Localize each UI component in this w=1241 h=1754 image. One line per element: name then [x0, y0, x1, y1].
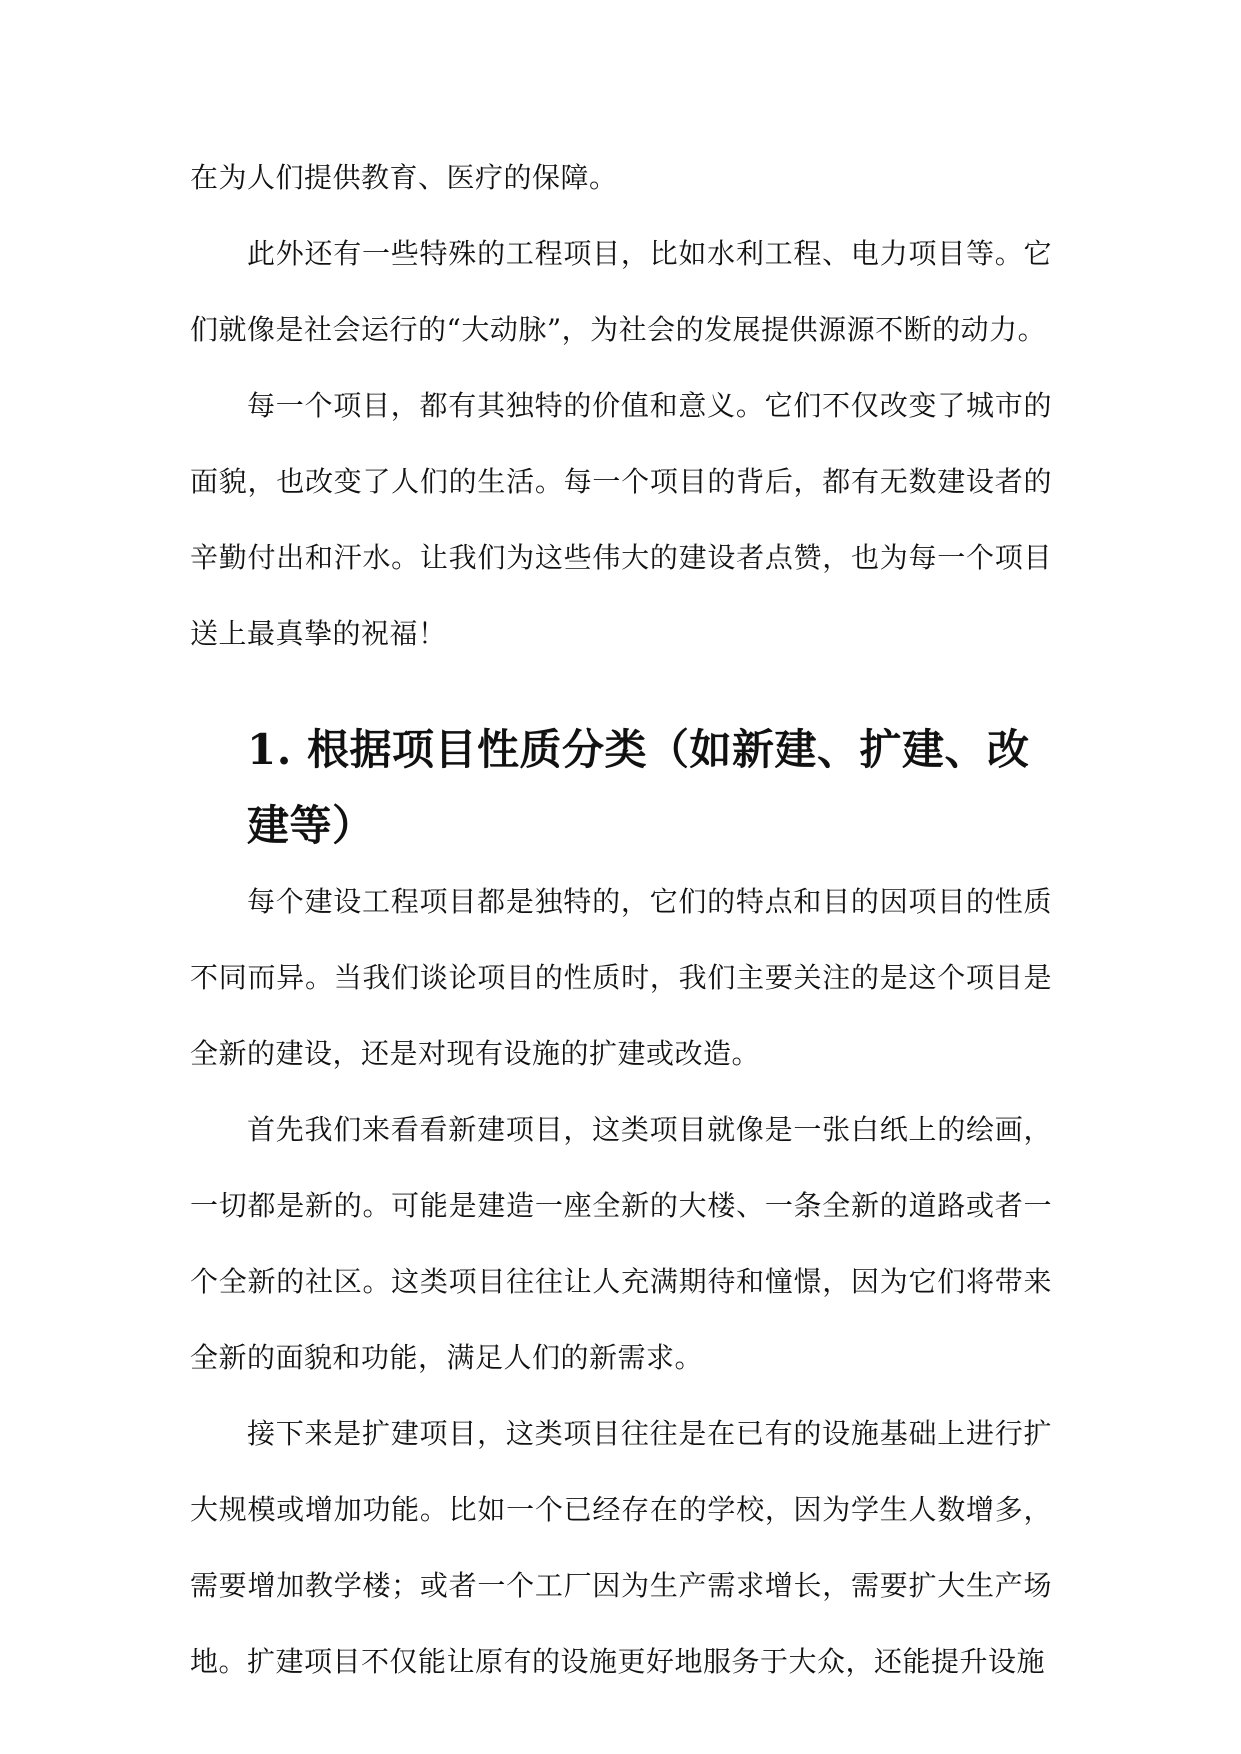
paragraph-project-nature: 每个建设工程项目都是独特的，它们的特点和目的因项目的性质不同而异。当我们谈论项目的性质时，我们主要关注的是这个项目是全新的建设，还是对现有设施的扩建或改造。 [190, 885, 1052, 1070]
paragraph-new-projects: 首先我们来看看新建项目，这类项目就像是一张白纸上的绘画，一切都是新的。可能是建造一座全新的大楼、一条全新的道路或者一个全新的社区。这类项目往往让人充满期待和憧憬，因为它们将带来全新的面貌和功能，满足人们的新需求。 [190, 1113, 1052, 1374]
paragraph-expansion-projects: 接下来是扩建项目，这类项目往往是在已有的设施基础上进行扩大规模或增加功能。比如一个已经存在的学校，因为学生人数增多，需要增加教学楼；或者一个工厂因为生产需求增长，需要扩大生产场地。扩建项目不仅能让原有的设施更好地服务于大众，还能提升设施 [190, 1417, 1052, 1678]
paragraph-special-projects: 此外还有一些特殊的工程项目，比如水利工程、电力项目等。它们就像是社会运行的“大动脉”，为社会的发展提供源源不断的动力。 [190, 237, 1052, 346]
section-heading: 1. 根据项目性质分类（如新建、扩建、改建等） [247, 725, 1030, 850]
paragraph-continuation: 在为人们提供教育、医疗的保障。 [190, 161, 618, 194]
document-body [190, 140, 1052, 1700]
paragraph-project-value: 每一个项目，都有其独特的价值和意义。它们不仅改变了城市的面貌，也改变了人们的生活。每一个项目的背后，都有无数建设者的辛勤付出和汗水。让我们为这些伟大的建设者点赞，也为每一个项目送上最真挚的祝福！ [190, 389, 1052, 650]
